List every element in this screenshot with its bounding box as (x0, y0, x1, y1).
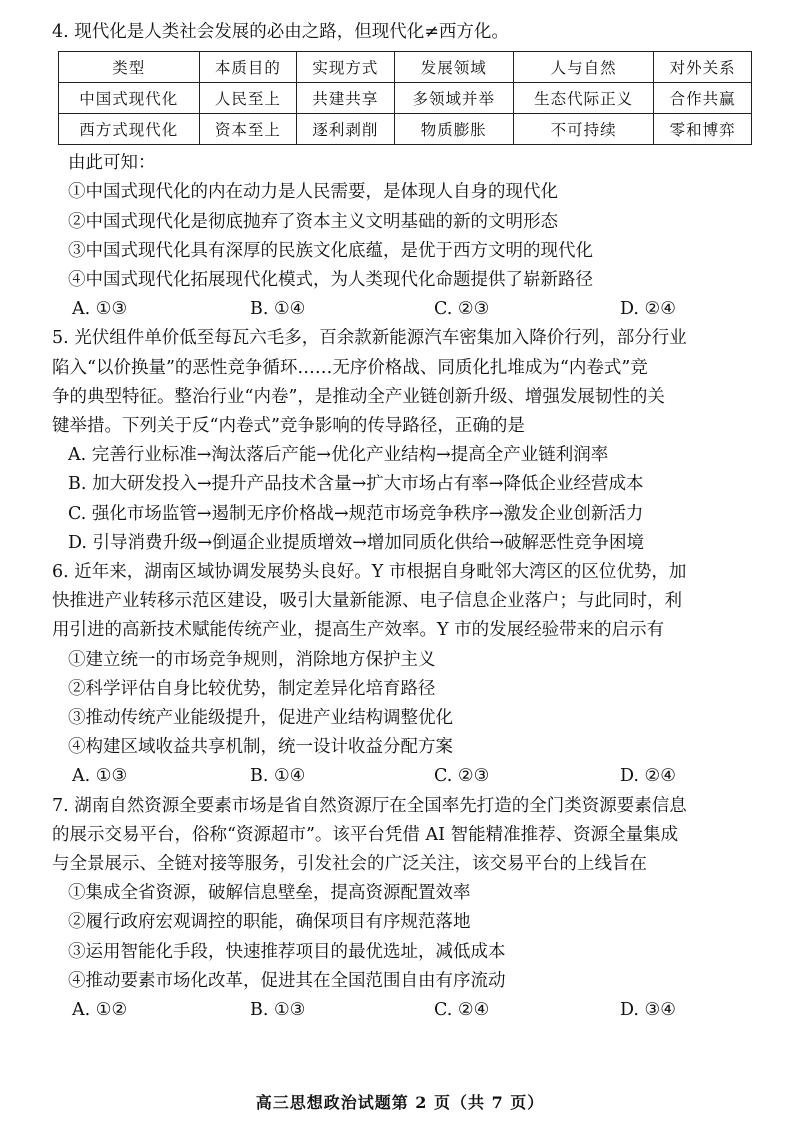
table-cell: 零和博弈 (654, 114, 752, 145)
table-row (59, 83, 752, 114)
q4-options (72, 295, 752, 324)
q6-stem-line: 6. 近年来，湖南区域协调发展势头良好。Y 市根据自身毗邻大湾区的区位优势，加 (52, 562, 687, 583)
option-a[interactable]: A. ①② (72, 1000, 128, 1021)
option-d[interactable]: D. 引导消费升级→倒逼企业提质增效→增加同质化供给→破解恶性竞争困境 (68, 532, 645, 553)
q4-lead: 由此可知： (68, 153, 156, 174)
table-cell: 西方式现代化 (59, 114, 200, 145)
option-d[interactable]: D. ②④ (620, 299, 676, 320)
q6-item: ④构建区域收益共享机制，统一设计收益分配方案 (68, 737, 453, 758)
option-b[interactable]: B. ①③ (250, 1000, 306, 1021)
option-c[interactable]: C. ②③ (434, 299, 490, 320)
option-b[interactable]: B. ①④ (250, 299, 306, 320)
table-cell: 逐利剥削 (297, 114, 395, 145)
table-cell: 物质膨胀 (394, 114, 513, 145)
q6-item: ②科学评估自身比较优势，制定差异化培育路径 (68, 678, 436, 699)
q4-item: ②中国式现代化是彻底抛弃了资本主义文明基础的新的文明形态 (68, 211, 558, 232)
option-c[interactable]: C. ②③ (434, 766, 490, 787)
q7-stem-line: 与全景展示、全链对接等服务，引发社会的广泛关注，该交易平台的上线旨在 (52, 854, 647, 875)
q4-item: ①中国式现代化的内在动力是人民需要，是体现人自身的现代化 (68, 182, 558, 203)
table-row (59, 114, 752, 145)
option-a[interactable]: A. ①③ (72, 766, 128, 787)
table-header-cell: 本质目的 (199, 52, 297, 83)
option-c[interactable]: C. ②④ (434, 1000, 490, 1021)
table-header-cell: 人与自然 (513, 52, 654, 83)
q7-options (72, 996, 752, 1025)
table-cell: 资本至上 (199, 114, 297, 145)
table-cell: 不可持续 (513, 114, 654, 145)
table-cell: 人民至上 (199, 83, 297, 114)
option-a[interactable]: A. 完善行业标准→淘汰落后产能→优化产业结构→提高全产业链利润率 (68, 445, 609, 466)
table-header-row (59, 52, 752, 83)
table-header-cell: 类型 (59, 52, 200, 83)
table-header-cell: 发展领域 (394, 52, 513, 83)
table-cell: 生态代际正义 (513, 83, 654, 114)
table-cell: 合作共赢 (654, 83, 752, 114)
q6-stem-line: 快推进产业转移示范区建设，吸引大量新能源、电子信息企业落户；与此同时，利 (52, 591, 682, 612)
table-cell: 中国式现代化 (59, 83, 200, 114)
option-b[interactable]: B. ①④ (250, 766, 306, 787)
option-d[interactable]: D. ②④ (620, 766, 676, 787)
q7-stem-line: 7. 湖南自然资源全要素市场是省自然资源厅在全国率先打造的全门类资源要素信息 (52, 795, 687, 816)
q7-item: ③运用智能化手段，快速推荐项目的最优选址，减低成本 (68, 941, 506, 962)
page-footer: 高三思想政治试题第 2 页（共 7 页） (255, 1093, 545, 1112)
table-header-cell: 实现方式 (297, 52, 395, 83)
option-a[interactable]: A. ①③ (72, 299, 128, 320)
q5-stem-line: 键举措。下列关于反“内卷式”竞争影响的传导路径，正确的是 (52, 416, 525, 437)
table-header-cell: 对外关系 (654, 52, 752, 83)
q6-stem-line: 用引进的高新技术赋能传统产业，提高生产效率。Y 市的发展经验带来的启示有 (52, 620, 665, 641)
q4-stem: 4. 现代化是人类社会发展的必由之路，但现代化≠西方化。 (52, 22, 509, 42)
q4-item: ④中国式现代化拓展现代化模式，为人类现代化命题提供了崭新路径 (68, 270, 593, 291)
q7-stem-line: 的展示交易平台，俗称“资源超市”。该平台凭借 AI 智能精准推荐、资源全量集成 (52, 824, 679, 845)
q6-item: ①建立统一的市场竞争规则，消除地方保护主义 (68, 649, 436, 670)
q6-item: ③推动传统产业能级提升，促进产业结构调整优化 (68, 708, 453, 729)
table-cell: 共建共享 (297, 83, 395, 114)
q4-item: ③中国式现代化具有深厚的民族文化底蕴，是优于西方文明的现代化 (68, 240, 593, 261)
q7-item: ④推动要素市场化改革，促进其在全国范围自由有序流动 (68, 970, 506, 991)
q5-stem-line: 争的典型特征。整治行业“内卷”，是推动全产业链创新升级、增强发展韧性的关 (52, 386, 665, 407)
q5-stem-line: 5. 光伏组件单价低至每瓦六毛多，百余款新能源汽车密集加入降价行列，部分行业 (52, 328, 687, 349)
q7-item: ①集成全省资源，破解信息壁垒，提高资源配置效率 (68, 883, 471, 904)
table-cell: 多领域并举 (394, 83, 513, 114)
comparison-table (58, 51, 752, 145)
option-c[interactable]: C. 强化市场监管→遏制无序价格战→规范市场竞争秩序→激发企业创新活力 (68, 503, 644, 524)
option-b[interactable]: B. 加大研发投入→提升产品技术含量→扩大市场占有率→降低企业经营成本 (68, 474, 644, 495)
option-d[interactable]: D. ③④ (620, 1000, 676, 1021)
q5-stem-line: 陷入“以价换量”的恶性竞争循环……无序价格战、同质化扎堆成为“内卷式”竞 (52, 357, 648, 378)
q6-options (72, 762, 752, 791)
q7-item: ②履行政府宏观调控的职能，确保项目有序规范落地 (68, 912, 471, 933)
